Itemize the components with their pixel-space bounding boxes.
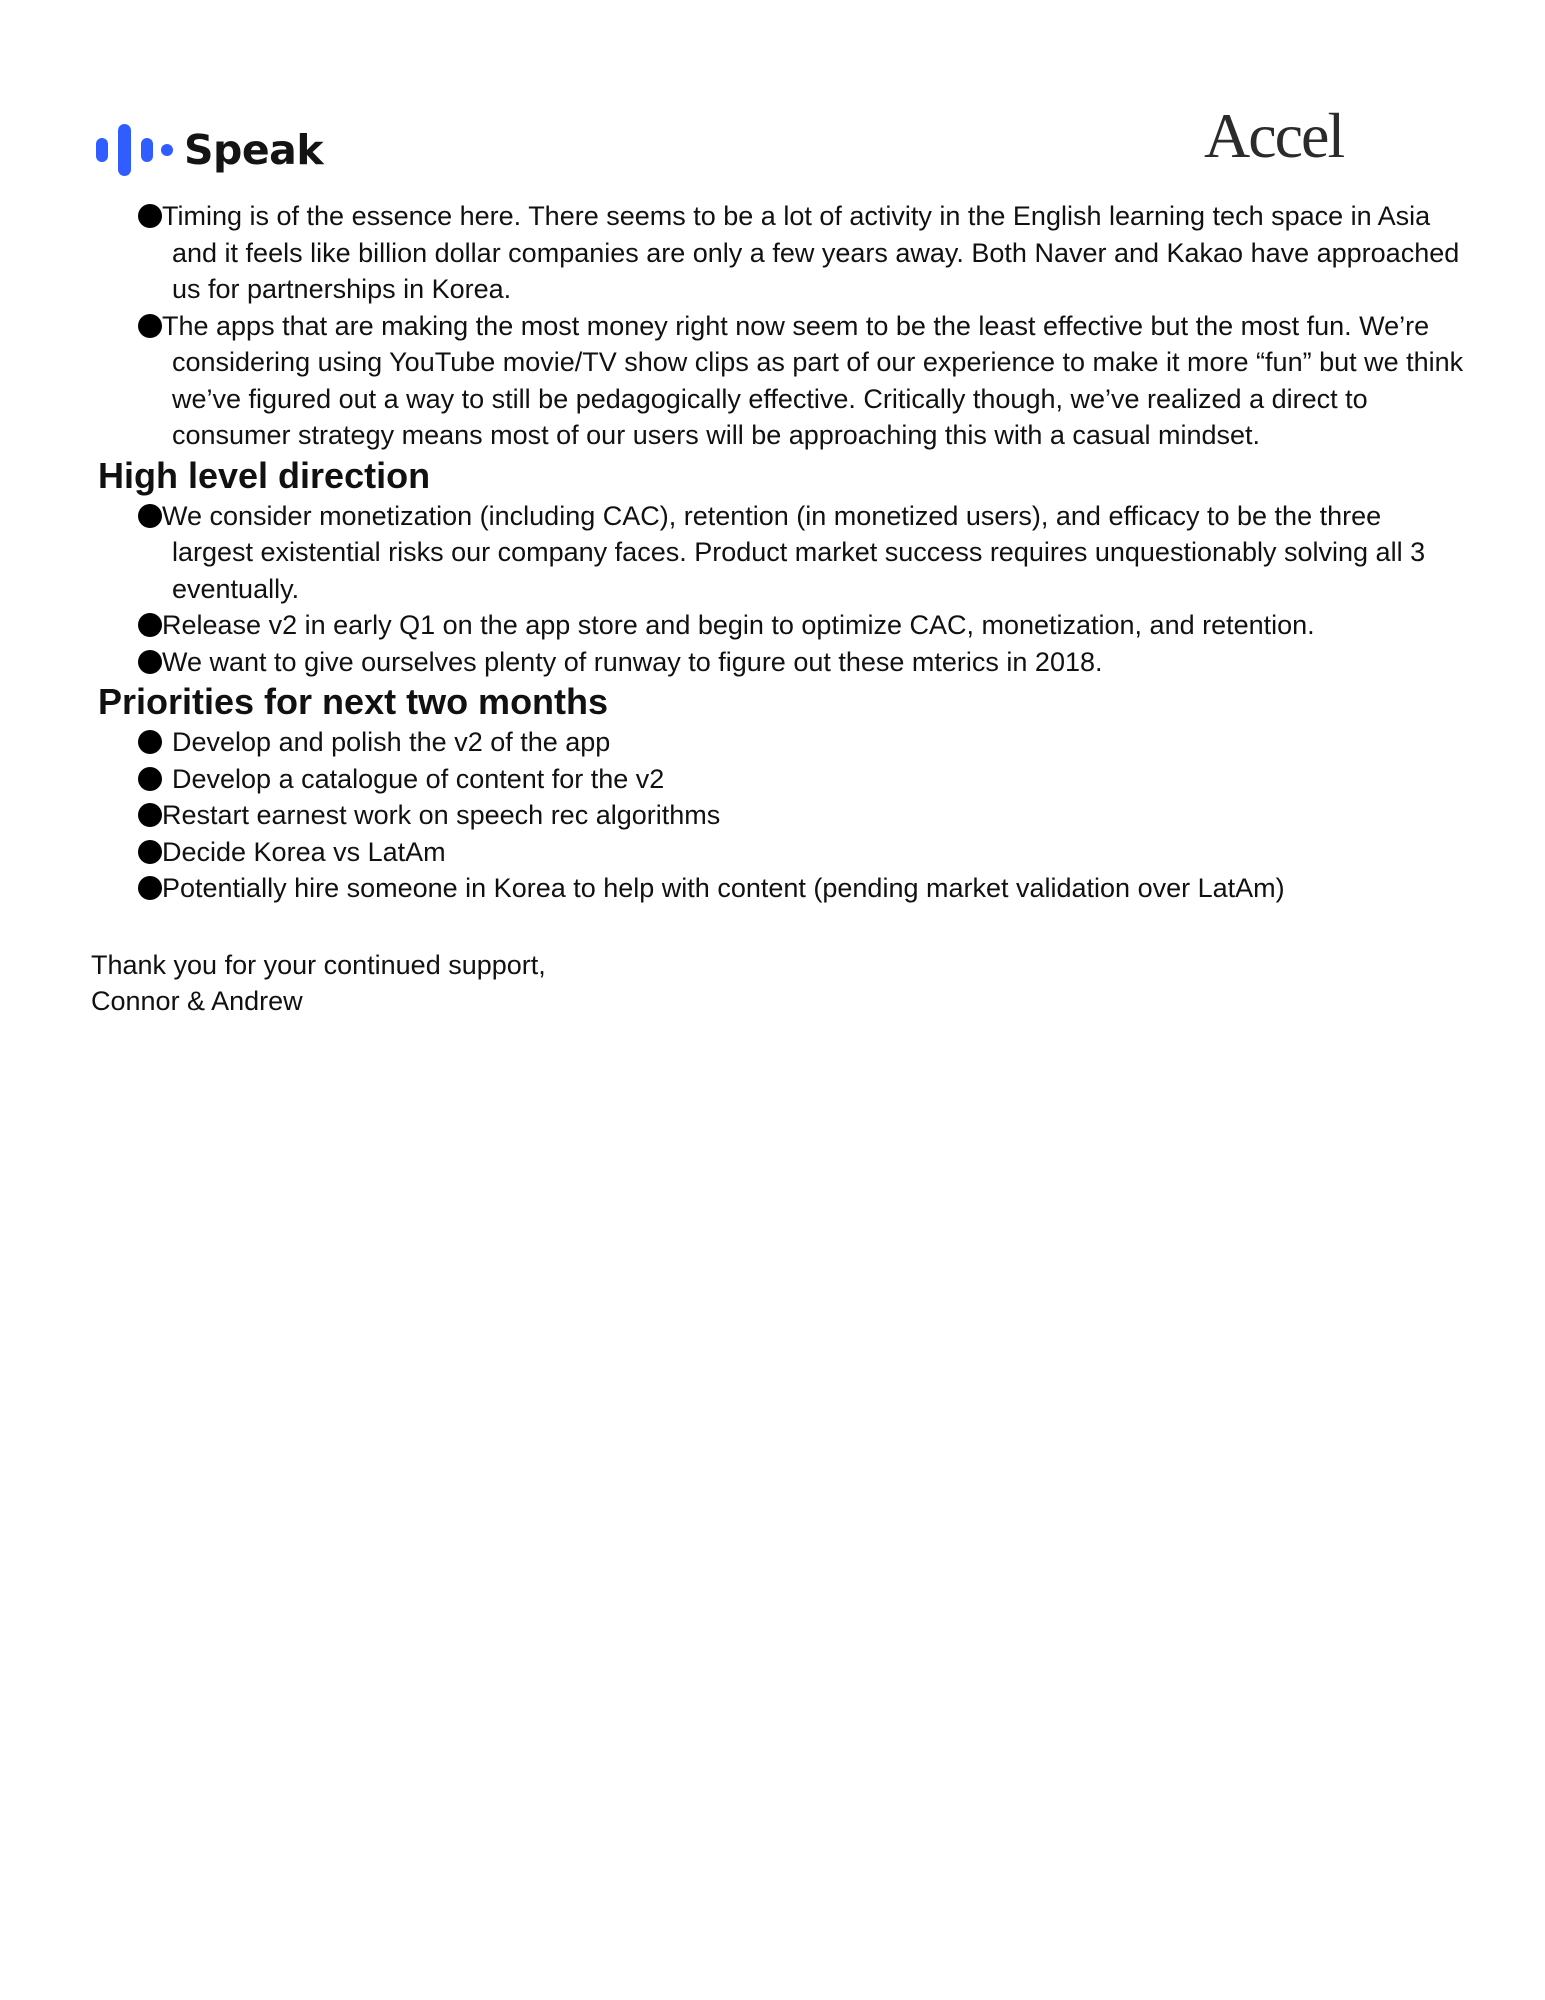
list-item-text: The apps that are making the most money right now seem to be the least effective but the most fun. We’re considering using YouTube movie/TV show clips as part of our experience to make it more “fun” but we think we’ve figured out a way to still be pedagogically effective. Critically though, we’ve realized a direct to consumer strategy means most of our users will be approaching this with a casual mindset. [162, 310, 1464, 450]
accel-logo: Accel [1204, 100, 1344, 171]
list-item-text: Restart earnest work on speech rec algorithms [162, 800, 721, 830]
list-item-text: We consider monetization (including CAC), retention (in monetized users), and efficacy to be the three largest existential risks our company faces. Product market success requires unquestionably solving all 3 eventually. [162, 500, 1426, 604]
list-item-text: Release v2 in early Q1 on the app store and begin to optimize CAC, monetization, and retention. [162, 610, 1315, 640]
bullet-icon [137, 498, 163, 535]
speak-waveform-icon [94, 120, 178, 180]
list-item-text: Decide Korea vs LatAm [162, 836, 446, 867]
list-item [162, 308, 1465, 454]
list-item-text: We want to give ourselves plenty of runway to figure out these mterics in 2018. [162, 646, 1103, 677]
section-title-priorities: Priorities for next two months [98, 681, 609, 722]
list-item [162, 607, 1465, 644]
bullet-icon [137, 761, 163, 798]
intro-bullet-list [0, 198, 1545, 454]
bullet-icon [137, 797, 163, 834]
bullet-icon [137, 308, 163, 345]
list-item-text: Develop and polish the v2 of the app [172, 727, 611, 757]
section-title-high-level-direction: High level direction [98, 454, 431, 496]
list-item [162, 644, 1465, 681]
list-item [172, 724, 1465, 761]
list-item-text: Timing is of the essence here. There seems to be a lot of activity in the English learning tech space in Asia and it feels like billion dollar companies are only a few years away. Both Naver and Kakao have approached us for partnerships in Korea. [162, 201, 1460, 304]
list-item [162, 198, 1465, 308]
bullet-icon [137, 834, 163, 871]
closing-signature [0, 947, 1545, 1020]
speak-logo-text: Speak [184, 126, 324, 174]
bullet-icon [137, 724, 163, 761]
list-item [162, 834, 1465, 871]
priorities-bullet-list [0, 724, 1545, 907]
closing-line: Thank you for your continued support, [91, 949, 546, 980]
list-item [172, 761, 1465, 798]
speak-logo [94, 120, 323, 180]
signature-names: Connor & Andrew [91, 986, 303, 1016]
bullet-icon [137, 644, 163, 681]
bullet-icon [137, 870, 163, 907]
page-header [0, 0, 1545, 190]
list-item [162, 797, 1465, 834]
list-item [162, 498, 1465, 608]
bullet-icon [137, 607, 163, 644]
document-body [0, 198, 1545, 1020]
direction-bullet-list [0, 498, 1545, 681]
list-item [162, 870, 1465, 907]
bullet-icon [137, 198, 163, 235]
list-item-text: Develop a catalogue of content for the v2 [172, 763, 665, 794]
list-item-text: Potentially hire someone in Korea to help with content (pending market validation over LatAm) [162, 873, 1285, 903]
